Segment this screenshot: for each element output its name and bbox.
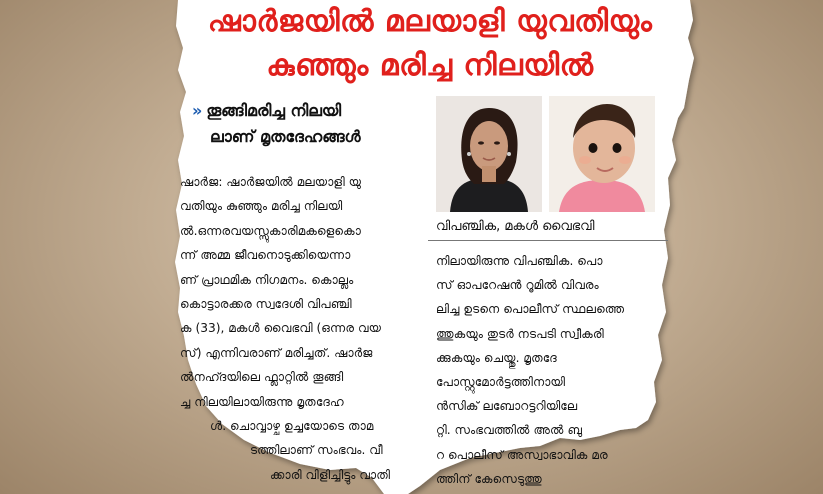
body-line: ടത്തിലാണ് സംഭവം. വീ [250, 443, 383, 458]
chevron-marker-icon: » [192, 101, 203, 120]
mother-photo [436, 96, 542, 212]
caption-divider [428, 240, 668, 241]
body-line: ക്കുകയും ചെയ്തു. മൃതദേ [436, 350, 557, 365]
baby-photo [549, 96, 655, 212]
body-line: പോസ്റ്റുമോർട്ടത്തിനായി [436, 375, 566, 390]
headline [170, 0, 690, 88]
body-line: കൊട്ടാരക്കര സ്വദേശി വിപഞ്ചി [180, 297, 352, 312]
article-body-right [436, 249, 666, 491]
body-line: റ പൊലീസ് അസ്വാഭാവിക മര [436, 447, 608, 462]
body-line: ച്ച നിലയിലായിരുന്നു മൃതദേഹ [180, 394, 344, 409]
body-line: ഷാർജ: ഷാർജയിൽ മലയാളി യു [180, 175, 362, 189]
body-line: ലിച്ച ഉടനെ പൊലീസ് സ്ഥലത്തെ [436, 302, 625, 317]
body-line: ൽനഹ്ദയിലെ ഫ്ലാറ്റിൽ തൂങ്ങി [180, 370, 344, 385]
subhead-line-1: തൂങ്ങിമരിച്ച നിലയി [206, 101, 342, 120]
body-line: റ്റി. സംഭവത്തിൽ അൽ ബു [436, 423, 583, 438]
body-line: സ്) എന്നിവരാണ് മരിച്ചത്. ഷാർജ [180, 345, 373, 360]
headline-line-2: കുഞ്ഞും മരിച്ച നിലയിൽ [266, 48, 594, 83]
body-line: വതിയും കുഞ്ഞും മരിച്ച നിലയി [180, 199, 343, 214]
article-body-left [180, 170, 420, 487]
subhead-line-2: ലാണ് മൃതദേഹങ്ങൾ [210, 127, 361, 146]
woman-portrait-icon [436, 96, 542, 212]
photo-caption: വിപഞ്ചിക, മകൾ വൈഭവി [436, 219, 595, 234]
subheadline [192, 98, 422, 150]
body-line: ണ് പ്രാഥമിക നിഗമനം. കൊല്ലം [180, 272, 354, 287]
body-line: ത്തിന് കേസെടുത്തു [436, 471, 542, 486]
body-line: ന്ന് അമ്മ ജീവനൊടുക്കിയെന്നാ [180, 248, 351, 263]
headline-line-1: ഷാർജയിൽ മലയാളി യുവതിയും [207, 4, 653, 39]
body-line: ത്തുകയും തുടർ നടപടി സ്വീകരി [436, 326, 604, 341]
baby-portrait-icon [549, 96, 655, 212]
body-line: നിലായിരുന്നു വിപഞ്ചിക. പൊ [436, 254, 603, 268]
body-line: ക്കാരി വിളിച്ചിട്ടും വാതി [270, 467, 391, 482]
body-line: ൾ. ചൊവ്വാഴ്ച ഉച്ചയോടെ താമ [210, 419, 374, 434]
body-line: ൻസിക് ലബോറട്ടറിയിലേ [436, 399, 578, 414]
body-line: സ് ഓപറേഷൻ റൂമിൽ വിവരം [436, 278, 599, 293]
body-line: ക (33), മകൾ വൈഭവി (ഒന്നര വയ [180, 321, 382, 336]
body-line: ൽ.ഒന്നരവയസ്സുകാരിമകളെകൊ [180, 223, 361, 238]
